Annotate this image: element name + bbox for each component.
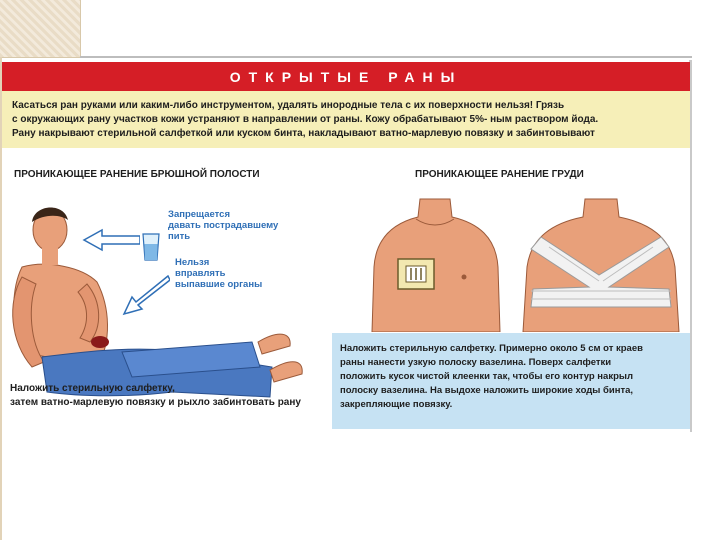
- arrow-to-wound-icon: [122, 272, 170, 316]
- notice-line: Запрещается: [168, 209, 230, 220]
- notice-line: Нельзя: [175, 257, 210, 268]
- chest-wound-title: ПРОНИКАЮЩЕЕ РАНЕНИЕ ГРУДИ: [415, 169, 584, 180]
- title-bar: [2, 62, 690, 91]
- poster-title: ОТКРЫТЫЕ РАНЫ: [229, 68, 463, 85]
- intro-line: Рану накрывают стерильной салфеткой или куском бинта, накладывают ватно-марлевую повязку и забинтовывают: [12, 128, 595, 139]
- torso-with-dressing-illustration: [368, 197, 503, 332]
- notice-line: давать пострадавшему: [168, 220, 279, 231]
- water-glass-icon: [140, 232, 162, 262]
- instruction-line: положить кусок чистой клеенки так, чтобы его контур накрыл: [340, 371, 634, 382]
- notice-line: пить: [168, 231, 191, 242]
- intro-line: с окружающих рану участков кожи устраняют в направлении от раны. Кожу обрабатывают 5%- ным раствором йода.: [12, 114, 599, 125]
- corner-decoration: [0, 0, 81, 58]
- abdominal-wound-title: ПРОНИКАЮЩЕЕ РАНЕНИЕ БРЮШНОЙ ПОЛОСТИ: [14, 169, 260, 180]
- instruction-line: Наложить стерильную салфетку. Примерно около 5 см от краев: [340, 343, 643, 354]
- notice-line: выпавшие органы: [175, 279, 263, 290]
- notice-line: вправлять: [175, 268, 226, 279]
- top-rule: [80, 56, 692, 58]
- torso-with-bandage-illustration: [519, 197, 684, 332]
- no-organ-reposition-notice: [175, 257, 315, 290]
- intro-box: [2, 91, 690, 148]
- abdominal-wound-instructions: [10, 382, 340, 410]
- instruction-line: раны нанести узкую полоску вазелина. Поверх салфетки: [340, 357, 612, 368]
- no-drinking-notice: [168, 209, 318, 242]
- first-aid-poster: [2, 62, 690, 432]
- instruction-line: полоску вазелина. На выдохе наложить широкие ходы бинта,: [340, 385, 634, 396]
- caption-line: затем ватно-марлевую повязку и рыхло забинтовать рану: [10, 397, 301, 408]
- caption-line: Наложить стерильную салфетку,: [10, 383, 175, 394]
- chest-wound-instructions: [332, 333, 690, 429]
- arrow-to-mouth-icon: [82, 228, 140, 252]
- intro-line: Касаться ран руками или каким-либо инструментом, удалять инородные тела с их поверхности нельзя! Грязь: [12, 100, 565, 111]
- instruction-line: закрепляющие повязку.: [340, 399, 453, 410]
